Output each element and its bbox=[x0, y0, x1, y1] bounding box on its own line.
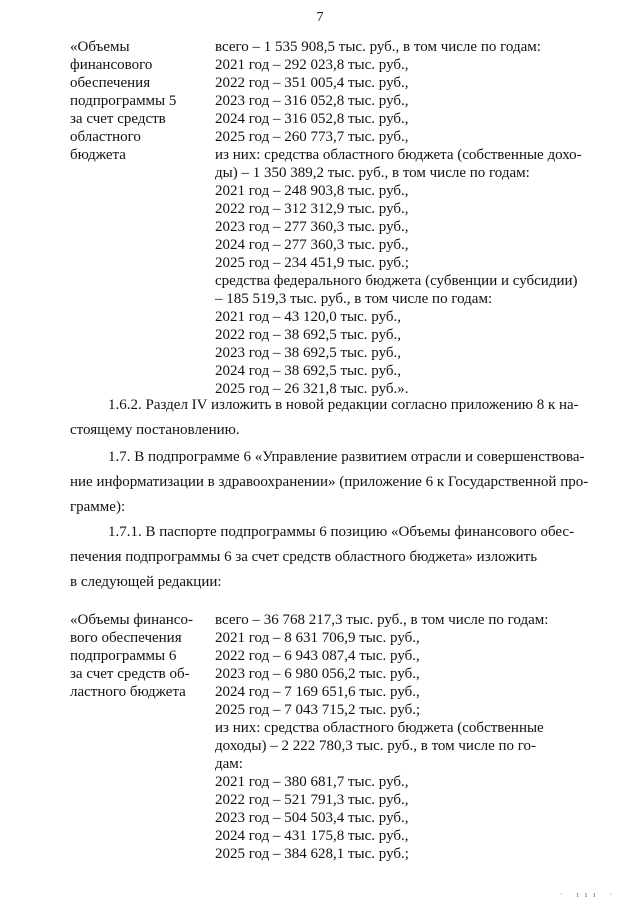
paragraph-1-7 bbox=[70, 445, 590, 520]
value-line: 2025 год – 7 043 715,2 тыс. руб.; bbox=[215, 702, 421, 718]
paragraph-1-7-1 bbox=[70, 520, 590, 595]
value-line: 2024 год – 431 175,8 тыс. руб., bbox=[215, 828, 409, 844]
paragraph-line: грамме): bbox=[70, 499, 126, 515]
label-line: за счет средств об- bbox=[70, 666, 190, 682]
value-line: 2025 год – 234 451,9 тыс. руб.; bbox=[215, 255, 409, 271]
page-number: 7 bbox=[316, 10, 324, 25]
label-line: «Объемы финансо- bbox=[70, 612, 193, 628]
value-line: доходы) – 2 222 780,3 тыс. руб., в том числе по го- bbox=[215, 738, 537, 754]
label-line: бюджета bbox=[70, 147, 126, 163]
paragraph-1-6-2 bbox=[70, 393, 590, 443]
value-line: 2024 год – 38 692,5 тыс. руб., bbox=[215, 363, 402, 379]
value-line: всего – 1 535 908,5 тыс. руб., в том числе по годам: bbox=[215, 39, 541, 55]
label-line: областного bbox=[70, 129, 141, 145]
value-line: 2025 год – 26 321,8 тыс. руб.». bbox=[215, 381, 409, 397]
value-line: 2021 год – 248 903,8 тыс. руб., bbox=[215, 183, 409, 199]
paragraph-line: 1.7.1. В паспорте подпрограммы 6 позицию «Объемы финансового обес- bbox=[108, 524, 575, 540]
value-line: средства федерального бюджета (субвенции и субсидии) bbox=[215, 273, 578, 289]
value-line: 2024 год – 277 360,3 тыс. руб., bbox=[215, 237, 409, 253]
paragraph-line: в следующей редакции: bbox=[70, 574, 222, 590]
value-line: 2025 год – 260 773,7 тыс. руб., bbox=[215, 129, 409, 145]
label-line: «Объемы bbox=[70, 39, 130, 55]
value-line: 2021 год – 43 120,0 тыс. руб., bbox=[215, 309, 402, 325]
value-line: 2025 год – 384 628,1 тыс. руб.; bbox=[215, 846, 409, 862]
paragraph-line: ние информатизации в здравоохранении» (приложение 6 к Государственной про- bbox=[70, 474, 589, 490]
financing-block-subprogram-6 bbox=[70, 611, 570, 871]
value-line: из них: средства областного бюджета (собственные дохо- bbox=[215, 147, 582, 163]
paragraph-line: стоящему постановлению. bbox=[70, 422, 240, 438]
value-line: 2022 год – 38 692,5 тыс. руб., bbox=[215, 327, 402, 343]
label-line: ластного бюджета bbox=[70, 684, 186, 700]
scan-mark: · ııı · bbox=[560, 890, 618, 899]
value-line: 2021 год – 8 631 706,9 тыс. руб., bbox=[215, 630, 420, 646]
label-line: подпрограммы 6 bbox=[70, 648, 177, 664]
value-line: 2024 год – 316 052,8 тыс. руб., bbox=[215, 111, 409, 127]
value-line: 2024 год – 7 169 651,6 тыс. руб., bbox=[215, 684, 420, 700]
value-line: из них: средства областного бюджета (собственные bbox=[215, 720, 544, 736]
value-line: 2023 год – 316 052,8 тыс. руб., bbox=[215, 93, 409, 109]
paragraph-line: печения подпрограммы 6 за счет средств областного бюджета» изложить bbox=[70, 549, 538, 565]
label-line: подпрограммы 5 bbox=[70, 93, 177, 109]
financing-block-subprogram-5 bbox=[70, 38, 582, 398]
value-line: 2023 год – 6 980 056,2 тыс. руб., bbox=[215, 666, 420, 682]
value-line: ды) – 1 350 389,2 тыс. руб., в том числе по годам: bbox=[215, 165, 530, 181]
value-line: 2022 год – 6 943 087,4 тыс. руб., bbox=[215, 648, 420, 664]
value-line: 2022 год – 521 791,3 тыс. руб., bbox=[215, 792, 409, 808]
label-line: вого обеспечения bbox=[70, 630, 182, 646]
label-line: обеспечения bbox=[70, 75, 151, 91]
value-line: всего – 36 768 217,3 тыс. руб., в том числе по годам: bbox=[215, 612, 549, 628]
value-line: 2022 год – 312 312,9 тыс. руб., bbox=[215, 201, 409, 217]
financing-label bbox=[70, 611, 210, 701]
value-line: 2021 год – 380 681,7 тыс. руб., bbox=[215, 774, 409, 790]
value-line: 2023 год – 277 360,3 тыс. руб., bbox=[215, 219, 409, 235]
value-line: 2021 год – 292 023,8 тыс. руб., bbox=[215, 57, 409, 73]
label-line: финансового bbox=[70, 57, 153, 73]
financing-values bbox=[215, 611, 605, 863]
paragraph-line: 1.6.2. Раздел IV изложить в новой редакции согласно приложению 8 к на- bbox=[108, 397, 579, 413]
value-line: 2023 год – 504 503,4 тыс. руб., bbox=[215, 810, 409, 826]
value-line: – 185 519,3 тыс. руб., в том числе по годам: bbox=[215, 291, 493, 307]
value-line: дам: bbox=[215, 756, 243, 772]
paragraph-line: 1.7. В подпрограмме 6 «Управление развитием отрасли и совершенствова- bbox=[108, 449, 585, 465]
financing-values bbox=[215, 38, 605, 398]
value-line: 2023 год – 38 692,5 тыс. руб., bbox=[215, 345, 402, 361]
financing-label bbox=[70, 38, 210, 164]
label-line: за счет средств bbox=[70, 111, 166, 127]
value-line: 2022 год – 351 005,4 тыс. руб., bbox=[215, 75, 409, 91]
